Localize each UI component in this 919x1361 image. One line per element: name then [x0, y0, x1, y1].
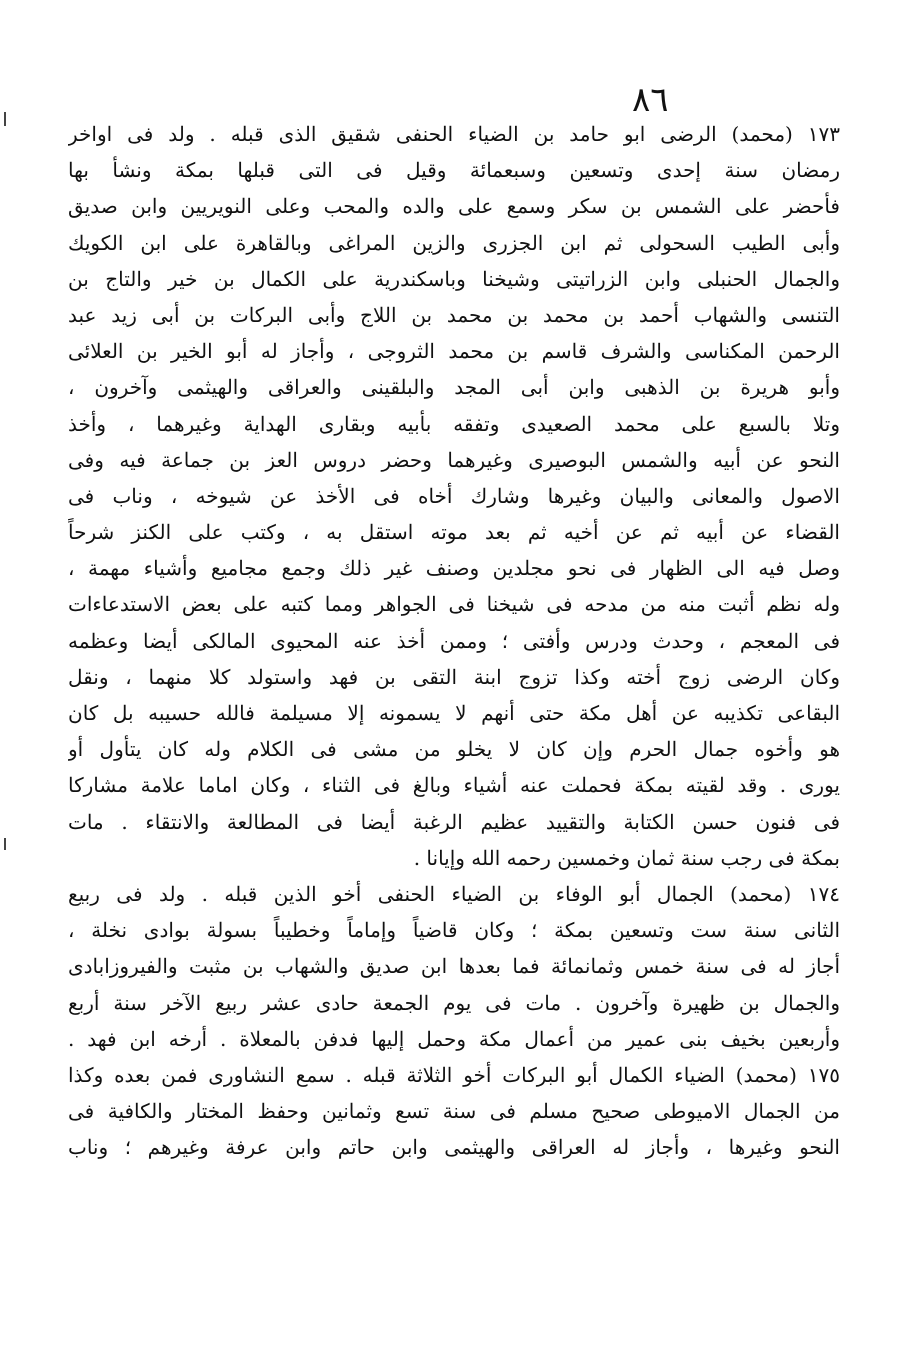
text-line: هو وأخوه جمال الحرم وإن كان لا يخلو من مشى فى الكلام وله كان يتأول أو	[68, 737, 840, 762]
text-line: وأبى الطيب السحولى ثم ابن الجزرى والزين المراغى وبالقاهرة على ابن الكويك	[68, 230, 840, 255]
page-number: ٨٦	[632, 80, 669, 120]
text-line: النحو عن أبيه والشمس البوصيرى وغيرهما وحضر دروس العز بن جماعة فيه وفى	[68, 447, 840, 472]
text-line: وأربعين بخيف بنى عمير من أعمال مكة وحمل إليها فدفن بالمعلاة . أرخه ابن فهد .	[68, 1026, 840, 1051]
text-line: التنسى والشهاب أحمد بن محمد بن محمد بن اللاج وأبى البركات بن أبى زيد عبد	[68, 302, 840, 327]
text-line: ١٧٣ (محمد) الرضى ابو حامد بن الضياء الحنفى شقيق الذى قبله . ولد فى اواخر	[68, 122, 840, 146]
text-line: ١٧٤ (محمد) الجمال أبو الوفاء بن الضياء الحنفى أخو الذين قبله . ولد فى ربيع	[68, 881, 840, 906]
text-line: البقاعى تكذيبه عن أهل مكة حتى أنهم لا يسمونه إلا مسيلمة فالله حسيبه بل كان	[68, 701, 840, 725]
scan-edge-mark	[4, 112, 6, 126]
text-line: من الجمال الاميوطى صحيح مسلم فى سنة تسع وثمانين وحفظ المختار والكافية فى	[68, 1099, 840, 1124]
text-line: وصل فيه الى الظهار فى نحو مجلدين وصنف غير ذلك وجمع مجاميع وأشياء مهمة ،	[68, 556, 840, 581]
text-line: وأبو هريرة بن الذهبى وابن أبى المجد والبلقينى والعراقى والهيثمى وآخرون ،	[68, 375, 840, 400]
text-line: والجمال الحنبلى وابن الزراتيتى وشيخنا وباسكندرية على الكمال بن خير والتاج بن	[68, 266, 840, 291]
text-line: بمكة فى رجب سنة ثمان وخمسين رحمه الله وإيانا .	[413, 845, 840, 870]
text-line: وتلا بالسبع على محمد الصعيدى وتفقه بأبيه وبقارى الهداية وغيرهما ، وأخذ	[68, 411, 840, 436]
text-line: ١٧٥ (محمد) الضياء الكمال أبو البركات أخو الثلاثة قبله . سمع النشاورى فمن بعده وكذا	[68, 1062, 840, 1087]
text-line: الاصول والمعانى والبيان وغيرها وشارك أخاه فى الأخذ عن شيوخه ، وناب فى	[68, 483, 840, 508]
text-line: وكان الرضى زوج أخته وكذا تزوج ابنة التقى بن فهد واستولد كلا منهما ، ونقل	[68, 664, 840, 689]
text-line: الثانى سنة ست وتسعين بمكة ؛ وكان قاضياً وإماماً وخطيباً بسولة بوادى نخلة ،	[68, 918, 840, 943]
text-line: وله نظم أثبت منه من مدحه فى شيخنا فى الجواهر ومما كتبه على بعض الاستدعاءات	[68, 592, 840, 617]
scan-edge-mark	[4, 838, 6, 850]
text-line: أجاز له فى سنة خمس وثمانمائة فما بعدها ابن صديق والشهاب بن مثبت والفيروزابادى	[68, 954, 840, 979]
text-line: القضاء عن أبيه ثم عن أخيه ثم بعد موته استقل به ، وكتب على الكنز شرحاً	[68, 520, 840, 545]
page-body	[68, 116, 840, 1165]
text-line: الرحمن المكناسى والشرف قاسم بن محمد الثروجى ، وأجاز له أبو الخير بن العلائى	[68, 339, 840, 364]
text-line: فى فنون حسن الكتابة والتقييد عظيم الرغبة أيضا فى المطالعة والانتقاء . مات	[68, 809, 840, 834]
text-line: فى المعجم ، وحدث ودرس وأفتى ؛ وممن أخذ عنه المحيوى المالكى أيضا وعظمه	[68, 628, 840, 653]
text-line: يورى . وقد لقيته بمكة فحملت عنه أشياء وبالغ فى الثناء ، وكان اماما علامة مشاركا	[68, 773, 840, 798]
text-line: والجمال بن ظهيرة وآخرون . مات فى يوم الجمعة حادى عشر ربيع الآخر سنة أربع	[68, 990, 840, 1015]
text-line: النحو وغيرها ، وأجاز له العراقى والهيثمى وابن حاتم وابن عرفة وغيرهم ؛ وناب	[68, 1135, 840, 1160]
text-line: فأحضر على الشمس بن سكر وسمع على والده والمحب وعلى النويريين وابن صديق	[68, 194, 840, 219]
text-line: رمضان سنة إحدى وتسعين وسبعمائة وقيل فى التى قبلها بمكة ونشأ بها	[68, 158, 840, 183]
